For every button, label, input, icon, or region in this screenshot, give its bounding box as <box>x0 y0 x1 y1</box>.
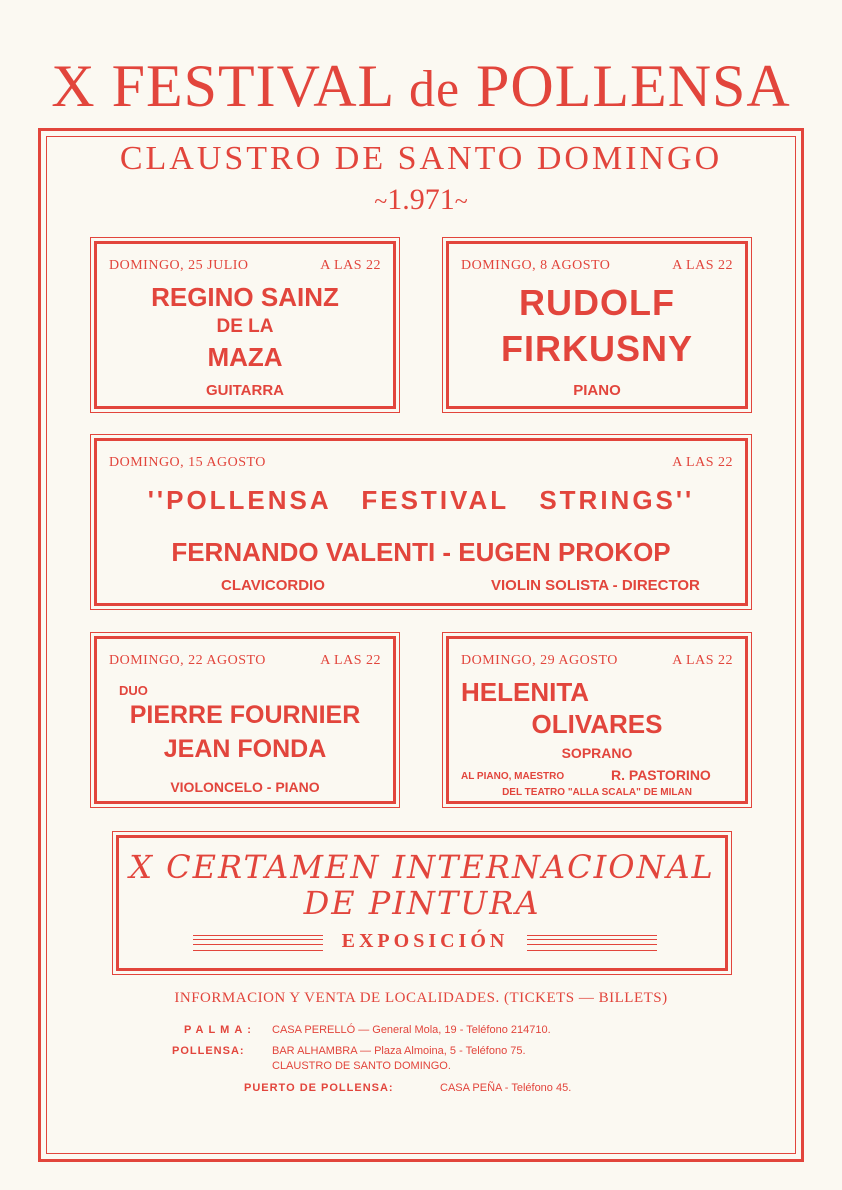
instrument-label: GUITARRA <box>205 382 285 399</box>
ensemble-title: ''POLLENSA FESTIVAL STRINGS'' <box>147 485 695 515</box>
instrument-label: PIANO <box>573 382 621 399</box>
performer-line-2: JEAN FONDA <box>163 735 327 763</box>
info-title: INFORMACION Y VENTA DE LOCALIDADES. (TICKETS — BILLETS) <box>174 990 668 1006</box>
concert-date: DOMINGO, 15 AGOSTO <box>109 455 266 470</box>
info-palma <box>184 1024 256 1036</box>
concert-date: DOMINGO, 29 AGOSTO <box>461 653 618 668</box>
exposicion-row <box>193 930 657 956</box>
info-puerto-text: CASA PEÑA - Teléfono 45. <box>440 1082 572 1094</box>
rule-right <box>527 935 657 951</box>
venue-heading: CLAUSTRO DE SANTO DOMINGO <box>119 140 723 177</box>
voice-label: SOPRANO <box>561 745 633 761</box>
title-part-a: X FESTIVAL <box>51 53 409 119</box>
concert-box-4 <box>94 636 396 804</box>
concert-time: A LAS 22 <box>320 258 381 273</box>
palma-label: PALMA: <box>184 1024 256 1036</box>
info-pollensa-text-2: CLAUSTRO DE SANTO DOMINGO. <box>272 1060 451 1072</box>
info-pollensa-text-1: BAR ALHAMBRA — Plaza Almoina, 5 - Teléfono 75. <box>272 1045 526 1057</box>
concert-box-2 <box>446 241 748 409</box>
certamen-line-1: X CERTAMEN INTERNACIONAL <box>129 848 715 886</box>
pollensa-label: POLLENSA: <box>172 1045 245 1057</box>
certamen-box <box>116 835 728 971</box>
performers-line: FERNANDO VALENTI - EUGEN PROKOP <box>171 537 671 567</box>
concert-box-5 <box>446 636 748 804</box>
festival-title <box>0 52 842 124</box>
concert-time: A LAS 22 <box>672 455 733 470</box>
duo-label: DUO <box>119 683 148 698</box>
instrument-label: VIOLONCELO - PIANO <box>170 779 320 795</box>
ornament-left-icon: ~ <box>374 189 388 215</box>
concert-time: A LAS 22 <box>320 653 381 668</box>
title-part-b: POLLENSA <box>460 53 791 119</box>
concert-box-1 <box>94 241 396 409</box>
role-left: CLAVICORDIO <box>221 577 325 594</box>
concert-time: A LAS 22 <box>672 258 733 273</box>
info-palma-text: CASA PERELLÓ — General Mola, 19 - Teléfono 214710. <box>272 1024 551 1036</box>
concert-date: DOMINGO, 22 AGOSTO <box>109 653 266 668</box>
performer-line-2: FIRKUSNY <box>500 328 693 369</box>
accompanist-label: AL PIANO, MAESTRO <box>461 771 565 782</box>
concert-date: DOMINGO, 8 AGOSTO <box>461 258 611 273</box>
performer-line-1: PIERRE FOURNIER <box>129 701 361 729</box>
performer-line-3: MAZA <box>207 342 283 372</box>
year-text: 1.971 <box>387 183 455 216</box>
performer-line-1: REGINO SAINZ <box>151 282 339 312</box>
puerto-label: PUERTO DE POLLENSA: <box>244 1082 394 1094</box>
info-pollensa <box>172 1045 245 1057</box>
exposicion-label: EXPOSICIÓN <box>341 930 509 952</box>
performer-line-1: HELENITA <box>461 677 590 707</box>
concert-time: A LAS 22 <box>672 653 733 668</box>
role-right: VIOLIN SOLISTA - DIRECTOR <box>491 577 700 594</box>
info-puerto <box>244 1082 394 1094</box>
accompanist-note: DEL TEATRO "ALLA SCALA" DE MILAN <box>502 787 692 798</box>
performer-line-1: RUDOLF <box>519 282 675 323</box>
certamen-line-2: DE PINTURA <box>303 884 541 922</box>
concert-box-3 <box>94 438 748 606</box>
year-line <box>0 183 842 217</box>
concert-date: DOMINGO, 25 JULIO <box>109 258 249 273</box>
performer-line-2: DE LA <box>216 316 274 337</box>
accompanist-name: R. PASTORINO <box>611 767 711 783</box>
title-part-de: de <box>408 61 461 118</box>
ornament-right-icon: ~ <box>454 189 468 215</box>
performer-line-2: OLIVARES <box>531 709 663 739</box>
